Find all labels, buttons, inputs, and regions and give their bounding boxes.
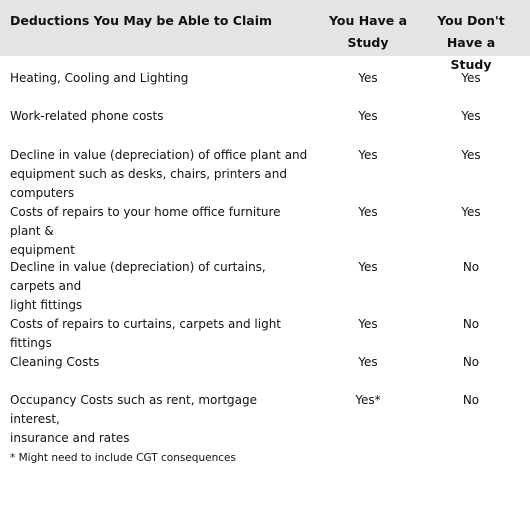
row-have-study-value: Yes — [358, 260, 378, 274]
row-description-line1: Costs of repairs to curtains, carpets and light fittings — [10, 317, 282, 350]
row-have-study-value: Yes — [358, 71, 378, 85]
row-have-study-value: Yes — [358, 109, 378, 123]
row-description-line1: Costs of repairs to your home office furniture plant & — [10, 205, 281, 238]
row-no-study-value: Yes — [461, 205, 481, 219]
header-no-study — [426, 10, 516, 76]
row-description — [10, 146, 310, 203]
row-description-line2: insurance and rates — [10, 431, 130, 445]
header-deductions: Deductions You May be Able to Claim — [10, 13, 273, 28]
row-description — [10, 391, 310, 448]
row-description-line2: light fittings — [10, 298, 83, 312]
row-have-study-value: Yes — [358, 355, 378, 369]
footnote: * Might need to include CGT consequences — [10, 452, 236, 464]
row-description-line1: Decline in value (depreciation) of curtains, carpets and — [10, 260, 266, 293]
row-no-study-value: No — [462, 393, 480, 407]
row-description — [10, 203, 310, 260]
table-header — [0, 0, 530, 72]
header-no-study-line1: You Don't — [437, 13, 505, 28]
row-have-study-value: Yes — [358, 317, 378, 331]
row-description — [10, 353, 310, 372]
row-have-study-value: Yes — [358, 205, 378, 219]
row-description-line1: Occupancy Costs such as rent, mortgage interest, — [10, 393, 258, 426]
row-description — [10, 107, 310, 126]
row-description-line1: Work-related phone costs — [10, 109, 164, 123]
row-no-study-value: Yes — [461, 109, 481, 123]
row-have-study-value: Yes — [358, 148, 378, 162]
row-description-line1: Cleaning Costs — [10, 355, 100, 369]
row-description — [10, 315, 310, 353]
row-no-study-value: Yes — [461, 71, 481, 85]
row-description-line2: equipment — [10, 243, 75, 257]
row-have-study-value: Yes* — [355, 393, 381, 407]
row-description-line2: equipment such as desks, chairs, printers and computers — [10, 167, 287, 200]
header-have-study-line2: Study — [347, 35, 389, 50]
row-no-study-value: No — [462, 355, 480, 369]
row-description-line1: Heating, Cooling and Lighting — [10, 71, 189, 85]
row-no-study-value: No — [462, 260, 480, 274]
row-description — [10, 258, 310, 315]
row-no-study-value: Yes — [461, 148, 481, 162]
row-no-study-value: No — [462, 317, 480, 331]
row-description-line1: Decline in value (depreciation) of office plant and — [10, 148, 308, 162]
row-description — [10, 69, 310, 88]
header-have-study — [322, 10, 414, 54]
header-have-study-line1: You Have a — [328, 13, 408, 28]
header-no-study-line2: Have a Study — [446, 35, 496, 72]
